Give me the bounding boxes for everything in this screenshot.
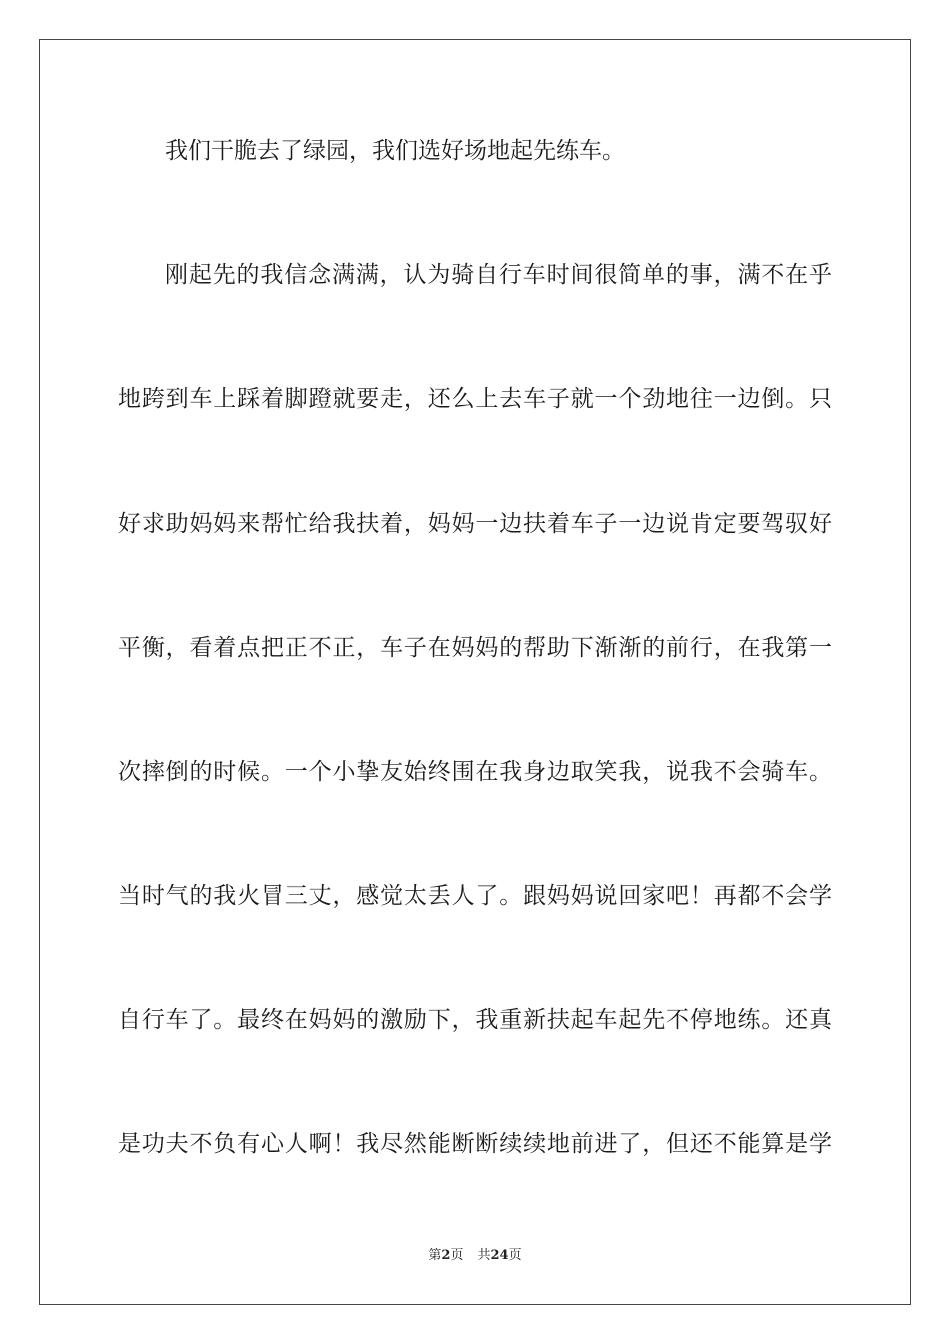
total-prefix: 共 [477, 1248, 491, 1263]
page-border [39, 39, 911, 1305]
paragraph-2-line-1: 刚起先的我信念满满，认为骑自行车时间很简单的事，满不在乎 [165, 262, 832, 288]
page-footer [0, 1247, 950, 1265]
page-prefix: 第 [428, 1248, 442, 1263]
total-suffix: 页 [508, 1248, 522, 1263]
page-number: 2 [441, 1248, 451, 1263]
paragraph-2-line-7: 自行车了。最终在妈妈的激励下，我重新扶起车起先不停地练。还真 [118, 1007, 832, 1033]
paragraph-2-line-3: 好求助妈妈来帮忙给我扶着，妈妈一边扶着车子一边说肯定要驾驭好 [118, 511, 832, 537]
page-suffix: 页 [450, 1248, 464, 1263]
paragraph-2-line-4: 平衡，看着点把正不正，车子在妈妈的帮助下渐渐的前行，在我第一 [118, 635, 832, 661]
paragraph-2-line-8: 是功夫不负有心人啊！我尽然能断断续续地前进了，但还不能算是学 [118, 1131, 832, 1157]
total-pages: 24 [490, 1248, 509, 1263]
paragraph-2-line-5: 次摔倒的时候。一个小挚友始终围在我身边取笑我，说我不会骑车。 [118, 759, 832, 785]
paragraph-2-line-2: 地跨到车上踩着脚蹬就要走，还么上去车子就一个劲地往一边倒。只 [118, 386, 832, 412]
paragraph-1-line-1: 我们干脆去了绿园，我们选好场地起先练车。 [165, 138, 625, 164]
paragraph-2-line-6: 当时气的我火冒三丈，感觉太丢人了。跟妈妈说回家吧！再都不会学 [118, 883, 832, 909]
